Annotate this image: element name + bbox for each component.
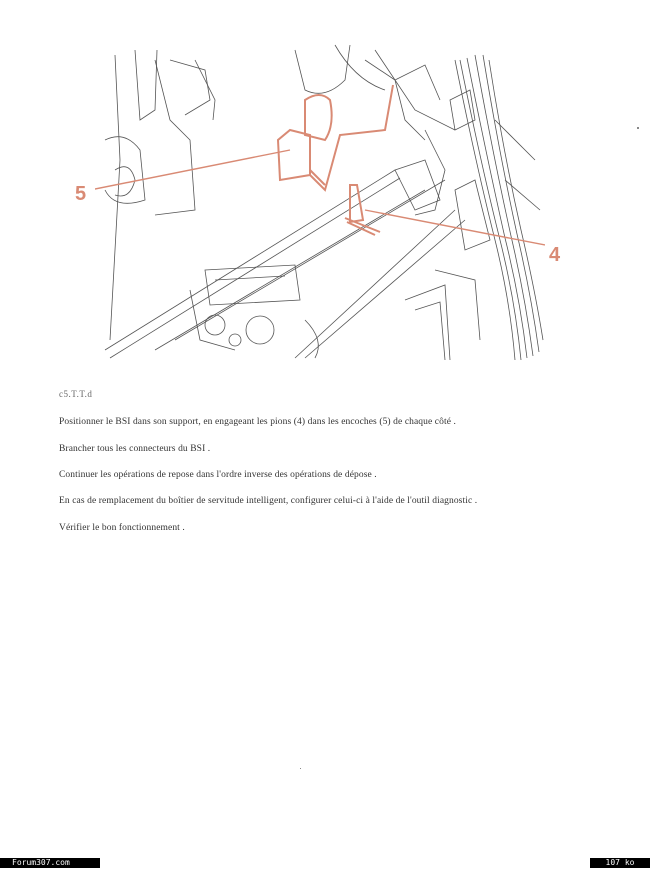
slot-highlight — [305, 95, 332, 140]
footer-size-label: 107 ko — [590, 858, 650, 868]
scan-speck — [637, 127, 639, 129]
step-3: Continuer les opérations de repose dans l'ordre inverse des opérations de dépose . — [59, 470, 377, 480]
footer-site-label: Forum307.com — [0, 858, 100, 868]
step-2: Brancher tous les connecteurs du BSI . — [59, 444, 211, 454]
installation-diagram — [95, 40, 545, 360]
callout-4: 4 — [549, 244, 561, 266]
slot-highlight-lower — [278, 130, 310, 180]
leader-line-5 — [95, 150, 290, 190]
scan-speck — [300, 768, 301, 769]
step-5: Vérifier le bon fonctionnement . — [59, 523, 185, 533]
diagram-drawing — [95, 40, 545, 360]
pin-highlight — [350, 185, 363, 222]
figure-caption: c5.T.T.d — [59, 389, 93, 399]
step-4: En cas de remplacement du boîtier de servitude intelligent, configurer celui-ci à l'aide de l'outil diagnostic . — [59, 496, 478, 506]
callout-5: 5 — [75, 183, 87, 205]
step-1: Positionner le BSI dans son support, en engageant les pions (4) dans les encoches (5) de chaque côté . — [59, 417, 456, 427]
